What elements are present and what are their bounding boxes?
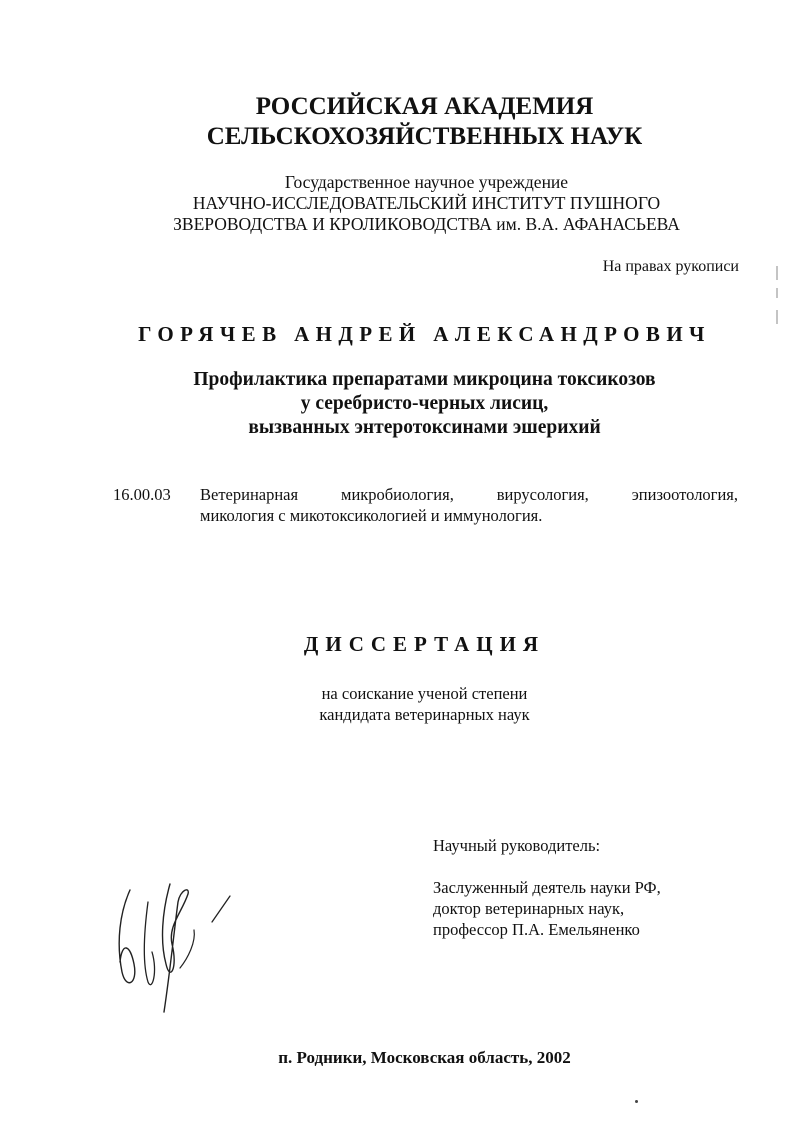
handwritten-signature <box>108 872 243 1017</box>
title-line-3: вызванных энтеротоксинами эшерихий <box>248 417 601 438</box>
scan-margin-marks <box>772 266 782 326</box>
institute-block <box>30 172 793 235</box>
supervisor-line-1: Заслуженный деятель науки РФ, <box>433 878 661 897</box>
degree-block <box>28 683 793 725</box>
institute-line-1: НАУЧНО-ИССЛЕДОВАТЕЛЬСКИЙ ИНСТИТУТ ПУШНОГО <box>192 193 661 213</box>
manuscript-rights-note: На правах рукописи <box>602 258 739 275</box>
specialty-line-2: микология с микотоксикологией и иммунология. <box>200 506 543 525</box>
specialty-block <box>113 484 738 526</box>
supervisor-details <box>433 877 661 940</box>
degree-line-2: кандидата ветеринарных наук <box>319 705 530 724</box>
academy-line-1: РОССИЙСКАЯ АКАДЕМИЯ <box>255 93 594 120</box>
dissertation-title <box>28 368 793 440</box>
institution-type: Государственное научное учреждение <box>284 172 569 192</box>
specialty-code: 16.00.03 <box>113 485 171 504</box>
supervisor-heading: Научный руководитель: <box>433 836 601 855</box>
title-line-1: Профилактика препаратами микроцина токсикозов <box>193 369 656 390</box>
title-line-2: у серебристо-черных лисиц, <box>300 393 549 414</box>
document-type: ДИССЕРТАЦИЯ <box>303 632 546 656</box>
supervisor-line-3: профессор П.А. Емельяненко <box>433 920 640 939</box>
specialty-line-1: Ветеринарная микробиология, вирусология, эпизоотология, <box>200 485 738 504</box>
supervisor-line-2: доктор ветеринарных наук, <box>433 899 625 918</box>
author-name: ГОРЯЧЕВ АНДРЕЙ АЛЕКСАНДРОВИЧ <box>138 322 711 346</box>
place-and-year: п. Родники, Московская область, 2002 <box>278 1048 571 1067</box>
academy-line-2: СЕЛЬСКОХОЗЯЙСТВЕННЫХ НАУК <box>206 123 643 150</box>
institute-line-2: ЗВЕРОВОДСТВА И КРОЛИКОВОДСТВА им. В.А. АФАНАСЬЕВА <box>173 214 680 234</box>
scan-speck <box>635 1100 638 1103</box>
academy-name <box>28 92 793 152</box>
degree-line-1: на соискание ученой степени <box>321 684 528 703</box>
